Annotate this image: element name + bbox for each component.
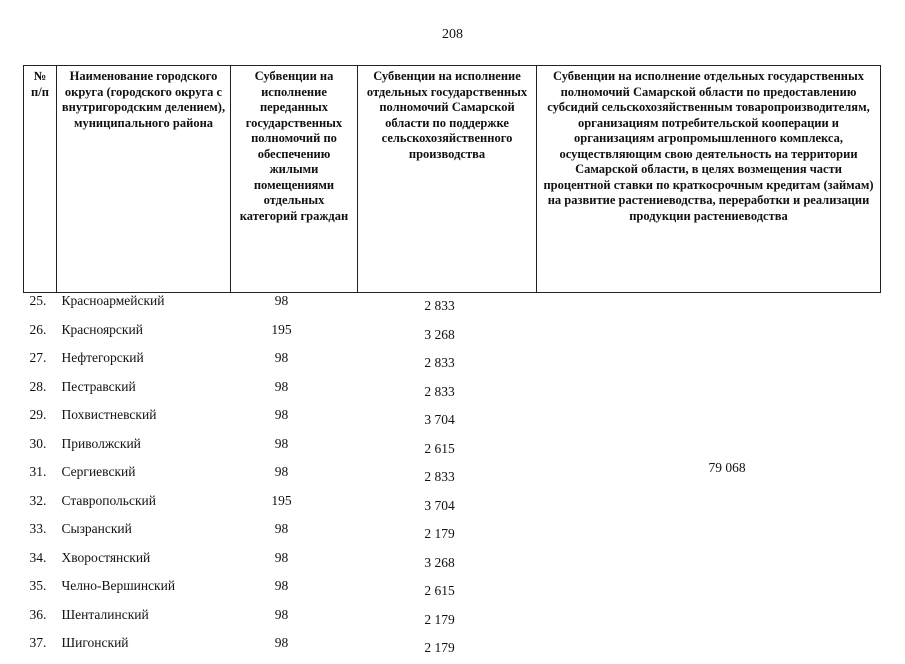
- housing-subvention-value: 98: [274, 435, 289, 451]
- header-num: № п/п: [24, 66, 57, 293]
- subventions-table: [23, 65, 881, 664]
- interest-rate-subvention-total: 79 068: [708, 460, 746, 476]
- housing-subvention-value: 195: [271, 321, 292, 337]
- row-number: 33.: [29, 521, 47, 536]
- header-housing-subvention: Субвенции на исполнение переданных государственных полномочий по обеспечению жилыми помещениями отдельных категорий граждан: [231, 66, 358, 293]
- district-name: Сызранский: [61, 521, 132, 536]
- agriculture-subvention-value: 3 704: [424, 497, 455, 513]
- district-name: Челно-Вершинский: [61, 578, 176, 593]
- row-number: 34.: [29, 549, 47, 565]
- district-name: Хворостянский: [61, 549, 151, 565]
- housing-subvention-value: 98: [274, 606, 289, 622]
- district-name: Ставропольский: [61, 492, 156, 508]
- agriculture-subvention-value: 2 179: [424, 611, 455, 627]
- district-name: Шигонский: [61, 635, 129, 650]
- housing-subvention-value: 98: [274, 378, 289, 394]
- agriculture-subvention-value: 2 179: [424, 526, 455, 541]
- table-body: [24, 293, 881, 664]
- housing-subvention-value: 98: [274, 407, 289, 422]
- header-name: Наименование городского округа (городского округа с внутригородским делением), муниципального района: [57, 66, 231, 293]
- housing-subvention-value: 195: [271, 492, 292, 508]
- district-name: Похвистневский: [61, 407, 157, 422]
- agriculture-subvention-value: 3 268: [424, 326, 455, 342]
- agriculture-subvention-value: 2 179: [424, 640, 455, 655]
- district-name: Шенталинский: [61, 606, 149, 622]
- row-number: 29.: [29, 407, 47, 422]
- housing-subvention-value: 98: [274, 549, 289, 565]
- district-name: Пестравский: [61, 378, 136, 394]
- agriculture-subvention-value: 3 704: [424, 412, 455, 427]
- row-number: 31.: [29, 464, 47, 479]
- row-number: 28.: [29, 378, 47, 394]
- row-number: 37.: [29, 635, 47, 650]
- agriculture-subvention-value: 2 615: [424, 440, 455, 456]
- page-number: 208: [442, 27, 463, 42]
- agriculture-subvention-value: 2 615: [424, 583, 455, 598]
- housing-subvention-value: 98: [274, 293, 289, 308]
- housing-subvention-value: 98: [274, 635, 289, 650]
- district-name: Красноармейский: [61, 293, 165, 308]
- header-interest-rate-subvention: Субвенции на исполнение отдельных государственных полномочий Самарской области по предоставлению субсидий сельскохозяйственным товаропроизводителям, организациям потребительской кооперации и организациям агропромышленного комплекса, осуществляющим свою деятельность на территории Самарской области, в целях возмещения части процентной ставки по краткосрочным кредитам (займам) на развитие растениеводства, переработки и реализации продукции растениеводства: [537, 66, 881, 293]
- housing-subvention-value: 98: [274, 464, 289, 479]
- row-number: 25.: [29, 293, 47, 308]
- table-header-row: [24, 66, 881, 293]
- district-name: Сергиевский: [61, 464, 136, 479]
- row-number: 32.: [29, 492, 47, 508]
- header-agriculture-subvention: Субвенции на исполнение отдельных государственных полномочий Самарской области по поддержке сельскохозяйственного производства: [358, 66, 537, 293]
- row-number: 27.: [29, 350, 47, 365]
- housing-subvention-value: 98: [274, 350, 289, 365]
- housing-subvention-value: 98: [274, 578, 289, 593]
- housing-subvention-value: 98: [274, 521, 289, 536]
- agriculture-subvention-value: 3 268: [424, 554, 455, 570]
- district-name: Красноярский: [61, 321, 143, 337]
- agriculture-subvention-value: 2 833: [424, 383, 455, 399]
- table-row: [24, 293, 881, 322]
- agriculture-subvention-value: 2 833: [424, 355, 455, 370]
- row-number: 30.: [29, 435, 47, 451]
- district-name: Приволжский: [61, 435, 141, 451]
- row-number: 26.: [29, 321, 47, 337]
- agriculture-subvention-value: 2 833: [424, 469, 455, 484]
- row-number: 35.: [29, 578, 47, 593]
- agriculture-subvention-value: 2 833: [424, 298, 455, 313]
- district-name: Нефтегорский: [61, 350, 144, 365]
- row-number: 36.: [29, 606, 47, 622]
